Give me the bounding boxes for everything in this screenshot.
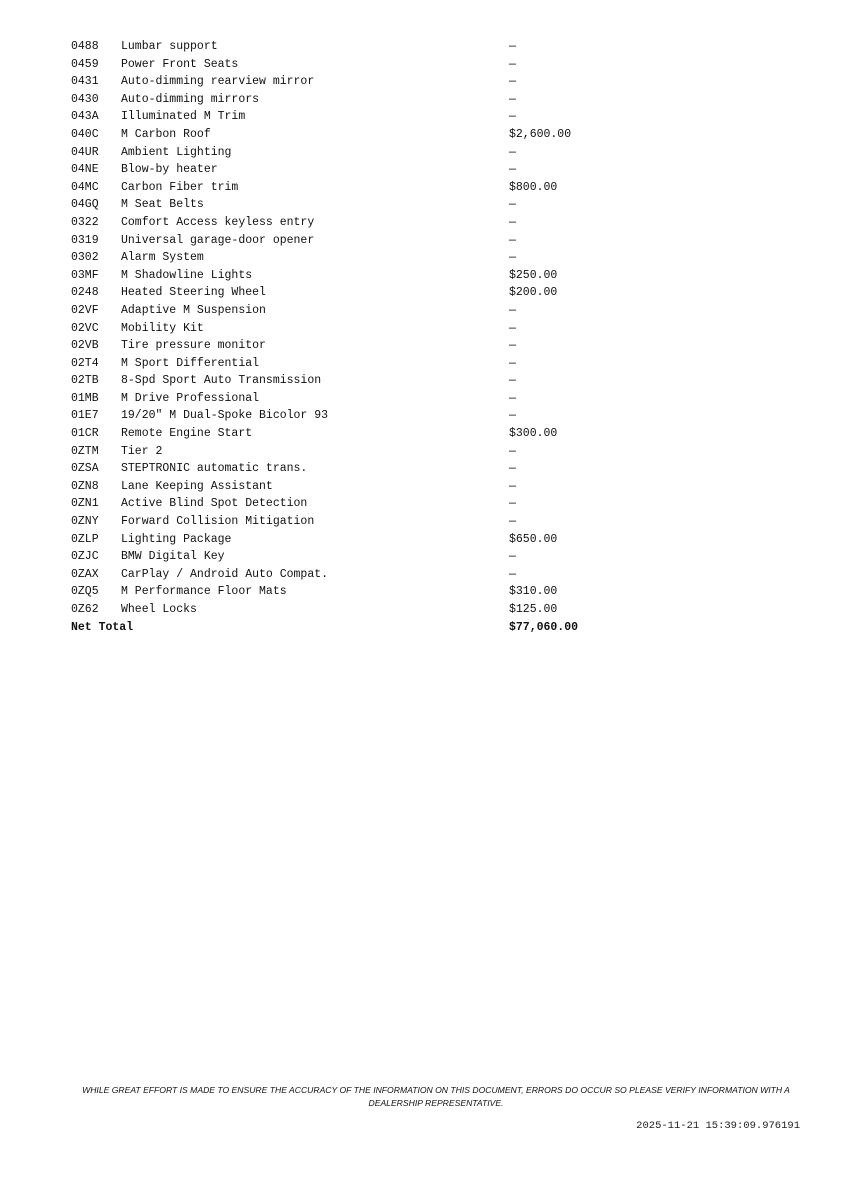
option-code: 03MF: [71, 268, 99, 282]
option-price: $800.00: [509, 180, 558, 194]
option-price: —: [509, 321, 516, 335]
option-code: 0ZNY: [71, 515, 99, 529]
option-code: 0ZSA: [71, 462, 99, 476]
option-price: $125.00: [509, 603, 558, 616]
option-description: Tire pressure monitor: [121, 339, 266, 353]
option-price: —: [509, 409, 516, 423]
option-description: 8-Spd Sport Auto Transmission: [121, 374, 322, 388]
option-description: Heated Steering Wheel: [121, 286, 266, 300]
option-description: Alarm System: [121, 251, 204, 265]
option-code: 01MB: [71, 391, 99, 405]
option-price: —: [509, 391, 516, 405]
option-price: —: [509, 497, 516, 511]
option-description: Forward Collision Mitigation: [121, 515, 315, 529]
option-code: 04GQ: [71, 198, 99, 212]
option-price: —: [509, 462, 516, 476]
option-description: Lighting Package: [121, 532, 232, 546]
option-price: —: [509, 163, 516, 177]
option-description: Wheel Locks: [121, 603, 197, 616]
option-price: —: [509, 40, 516, 53]
table-row: [71, 372, 631, 390]
table-row: [71, 267, 631, 285]
table-row: [71, 478, 631, 496]
table-row: [71, 73, 631, 91]
option-description: Adaptive M Suspension: [121, 303, 266, 317]
option-price: $300.00: [509, 427, 558, 441]
table-row: [71, 531, 631, 549]
option-code: 0ZTM: [71, 444, 99, 458]
option-price: —: [509, 110, 516, 124]
option-price: —: [509, 215, 516, 229]
table-row: [71, 355, 631, 373]
table-row: [71, 583, 631, 601]
option-price: —: [509, 57, 516, 71]
option-code: 02VB: [71, 339, 99, 353]
disclaimer-text: WHILE GREAT EFFORT IS MADE TO ENSURE THE ACCURACY OF THE INFORMATION ON THIS DOCUMENT, ERRORS DO OCCUR SO PLEASE VERIFY INFORMATION WITH A DEALERSHIP REPRESENTATIVE.: [82, 1085, 790, 1108]
option-code: 02TB: [71, 374, 99, 388]
option-price: —: [509, 145, 516, 159]
option-description: M Carbon Roof: [121, 127, 211, 141]
option-code: 02VF: [71, 303, 99, 317]
table-row: [71, 214, 631, 232]
table-row: [71, 144, 631, 162]
option-code: 0ZLP: [71, 532, 99, 546]
table-row: [71, 390, 631, 408]
option-code: 04NE: [71, 163, 99, 177]
option-price: —: [509, 550, 516, 564]
option-description: Active Blind Spot Detection: [121, 497, 308, 511]
table-row: [71, 460, 631, 478]
table-row: [71, 38, 631, 56]
table-row: [71, 337, 631, 355]
option-code: 0Z62: [71, 603, 99, 616]
option-code: 0ZJC: [71, 550, 99, 564]
option-code: 0430: [71, 92, 99, 106]
option-price: —: [509, 92, 516, 106]
table-row: [71, 320, 631, 338]
option-description: Lane Keeping Assistant: [121, 479, 273, 493]
option-description: Carbon Fiber trim: [121, 180, 239, 194]
table-row: [71, 495, 631, 513]
table-row: [71, 196, 631, 214]
table-row: [71, 56, 631, 74]
option-description: Lumbar support: [121, 40, 218, 53]
option-price: —: [509, 198, 516, 212]
option-code: 043A: [71, 110, 99, 124]
option-code: 0322: [71, 215, 99, 229]
net-total-value: $77,060.00: [509, 620, 579, 634]
option-price: $310.00: [509, 585, 558, 599]
table-row: [71, 232, 631, 250]
option-code: 0ZN1: [71, 497, 99, 511]
option-description: Illuminated M Trim: [121, 110, 246, 124]
option-description: BMW Digital Key: [121, 550, 225, 564]
option-price: —: [509, 251, 516, 265]
option-price: —: [509, 75, 516, 89]
table-row: [71, 407, 631, 425]
option-code: 02T4: [71, 356, 99, 370]
option-description: 19/20" M Dual-Spoke Bicolor 93: [121, 409, 329, 423]
table-row: [71, 249, 631, 267]
option-description: M Drive Professional: [121, 391, 260, 405]
table-row: [71, 284, 631, 302]
option-price: $650.00: [509, 532, 558, 546]
option-code: 0ZN8: [71, 479, 99, 493]
option-price: —: [509, 374, 516, 388]
option-description: M Shadowline Lights: [121, 268, 253, 282]
table-row: [71, 548, 631, 566]
option-description: Auto-dimming mirrors: [121, 92, 260, 106]
table-row: [71, 108, 631, 126]
option-code: 0ZAX: [71, 567, 99, 581]
option-code: 0319: [71, 233, 99, 247]
option-price: —: [509, 444, 516, 458]
option-code: 0459: [71, 57, 99, 71]
option-code: 01CR: [71, 427, 99, 441]
option-description: Ambient Lighting: [121, 145, 232, 159]
option-price: —: [509, 479, 516, 493]
net-total-row: [71, 619, 631, 637]
option-description: Remote Engine Start: [121, 427, 253, 441]
option-price: $250.00: [509, 268, 558, 282]
option-rows: [71, 38, 631, 619]
option-description: Blow-by heater: [121, 163, 218, 177]
net-total-label: Net Total: [71, 620, 134, 634]
option-price: $200.00: [509, 286, 558, 300]
option-description: Power Front Seats: [121, 57, 239, 71]
option-description: Universal garage-door opener: [121, 233, 315, 247]
option-code: 0248: [71, 286, 99, 300]
option-code: 0ZQ5: [71, 585, 99, 599]
option-code: 01E7: [71, 409, 99, 423]
option-description: Auto-dimming rearview mirror: [121, 75, 315, 89]
option-code: 04MC: [71, 180, 99, 194]
option-description: CarPlay / Android Auto Compat.: [121, 567, 329, 581]
option-price: —: [509, 515, 516, 529]
table-row: [71, 425, 631, 443]
table-row: [71, 161, 631, 179]
options-table: [71, 38, 631, 636]
table-row: [71, 601, 631, 619]
option-description: M Sport Differential: [121, 356, 260, 370]
option-code: 04UR: [71, 145, 99, 159]
option-description: M Seat Belts: [121, 198, 204, 212]
option-price: —: [509, 233, 516, 247]
option-code: 02VC: [71, 321, 99, 335]
table-row: [71, 513, 631, 531]
option-description: Tier 2: [121, 444, 163, 458]
table-row: [71, 443, 631, 461]
option-price: —: [509, 567, 516, 581]
option-description: STEPTRONIC automatic trans.: [121, 462, 308, 476]
option-price: —: [509, 356, 516, 370]
option-description: Mobility Kit: [121, 321, 204, 335]
option-code: 0488: [71, 40, 99, 53]
option-price: —: [509, 303, 516, 317]
option-code: 0302: [71, 251, 99, 265]
option-code: 040C: [71, 127, 99, 141]
option-code: 0431: [71, 75, 99, 89]
table-row: [71, 91, 631, 109]
option-description: Comfort Access keyless entry: [121, 215, 315, 229]
option-price: —: [509, 339, 516, 353]
timestamp: 2025-11-21 15:39:09.976191: [636, 1120, 800, 1132]
table-row: [71, 179, 631, 197]
table-row: [71, 566, 631, 584]
table-row: [71, 126, 631, 144]
option-description: M Performance Floor Mats: [121, 585, 287, 599]
option-price: $2,600.00: [509, 127, 572, 141]
table-row: [71, 302, 631, 320]
